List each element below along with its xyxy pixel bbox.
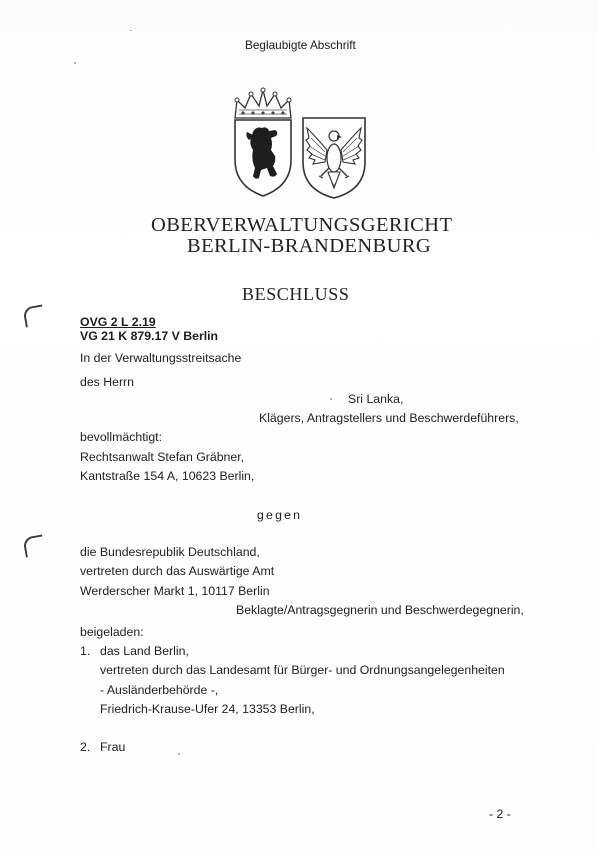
lawyer-name: Rechtsanwalt Stefan Gräbner, bbox=[80, 450, 245, 464]
joined-party-1-name: das Land Berlin, bbox=[100, 644, 189, 658]
next-page-marker: - 2 - bbox=[489, 807, 511, 821]
defendant-represented: vertreten durch das Auswärtige Amt bbox=[80, 564, 275, 578]
brandenburg-eagle-crest-icon bbox=[299, 116, 369, 200]
certified-copy-label: Beglaubigte Abschrift bbox=[245, 38, 356, 52]
berlin-bear-crest-icon bbox=[229, 86, 297, 198]
defendant-name: die Bundesrepublik Deutschland, bbox=[80, 545, 260, 559]
ovg-case-number: OVG 2 L 2.19 bbox=[80, 315, 156, 329]
defendant-address: Werderscher Markt 1, 10117 Berlin bbox=[80, 584, 270, 598]
joined-parties-label: beigeladen: bbox=[80, 625, 144, 639]
joined-party-1-address: Friedrich-Krause-Ufer 24, 13353 Berlin, bbox=[100, 702, 315, 716]
defendant-role: Beklagte/Antragsgegnerin und Beschwerdegegnerin, bbox=[236, 603, 524, 617]
joined-party-2-name: Frau bbox=[100, 740, 126, 754]
court-name-line-2: BERLIN-BRANDENBURG bbox=[187, 235, 432, 257]
joined-party-1-represented: vertreten durch das Landesamt für Bürger- und Ordnungsangelegenheiten bbox=[100, 663, 505, 677]
scan-speck bbox=[74, 62, 76, 64]
document-title: BESCHLUSS bbox=[242, 284, 350, 304]
scan-speck bbox=[178, 753, 180, 755]
joined-party-1-office: - Ausländerbehörde -, bbox=[100, 683, 219, 697]
plaintiff-role: Klägers, Antragstellers und Beschwerdeführers, bbox=[259, 411, 519, 425]
scan-speck bbox=[330, 398, 332, 400]
punch-hole-mark-bottom bbox=[22, 534, 45, 557]
representative-label: bevollmächtigt: bbox=[80, 430, 163, 444]
versus-label: gegen bbox=[257, 508, 303, 522]
joined-party-1-number: 1. bbox=[80, 644, 91, 658]
plaintiff-country: Sri Lanka, bbox=[348, 392, 404, 406]
lawyer-address: Kantstraße 154 A, 10623 Berlin, bbox=[80, 469, 255, 483]
court-name-line-1: OBERVERWALTUNGSGERICHT bbox=[151, 214, 453, 236]
vg-case-number: VG 21 K 879.17 V Berlin bbox=[80, 329, 219, 343]
punch-hole-mark-top bbox=[22, 304, 45, 327]
scan-speck bbox=[130, 30, 132, 31]
plaintiff-prefix: des Herrn bbox=[80, 375, 134, 389]
joined-party-2-number: 2. bbox=[80, 740, 91, 754]
case-intro: In der Verwaltungsstreitsache bbox=[80, 351, 242, 365]
